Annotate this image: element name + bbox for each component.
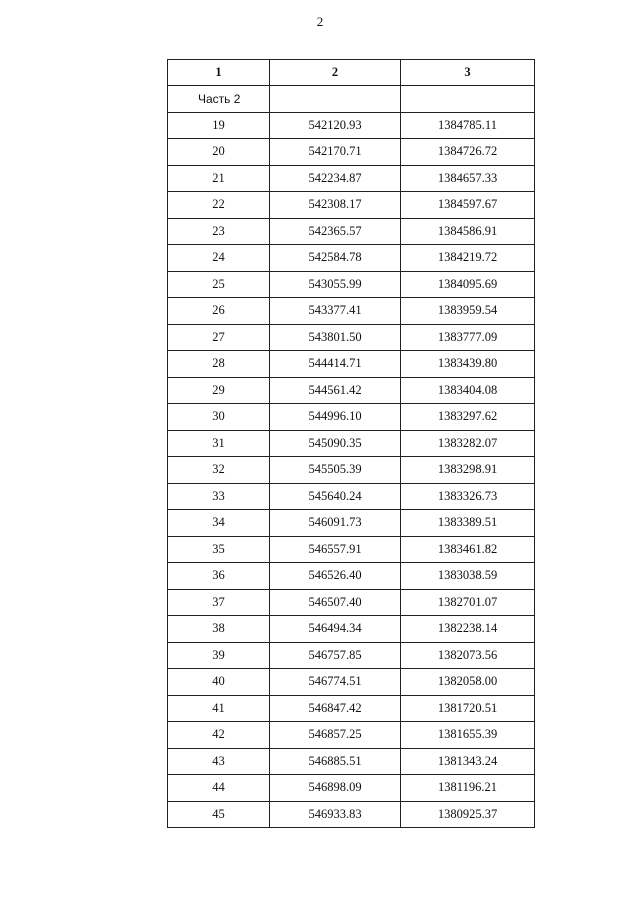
y-coordinate-cell: 1384785.11 (401, 112, 535, 139)
y-coordinate-cell: 1384586.91 (401, 218, 535, 245)
point-number-cell: 32 (168, 457, 270, 484)
table-header-row (168, 60, 535, 86)
page-number: 2 (316, 14, 324, 29)
point-number-cell: 36 (168, 563, 270, 590)
table-row (168, 165, 535, 192)
y-coordinate-cell: 1383326.73 (401, 483, 535, 510)
table-row (168, 536, 535, 563)
y-coordinate-cell: 1381343.24 (401, 748, 535, 775)
table-row (168, 324, 535, 351)
y-coordinate-cell: 1382238.14 (401, 616, 535, 643)
y-coordinate-cell: 1381720.51 (401, 695, 535, 722)
table-row (168, 510, 535, 537)
point-number-cell: 44 (168, 775, 270, 802)
x-coordinate-cell: 544414.71 (270, 351, 401, 378)
x-coordinate-cell: 546885.51 (270, 748, 401, 775)
table-row (168, 695, 535, 722)
x-coordinate-cell: 545505.39 (270, 457, 401, 484)
table-row (168, 404, 535, 431)
x-coordinate-cell: 546507.40 (270, 589, 401, 616)
y-coordinate-cell: 1384726.72 (401, 139, 535, 166)
point-number-cell: 41 (168, 695, 270, 722)
x-coordinate-cell: 546857.25 (270, 722, 401, 749)
table-row (168, 218, 535, 245)
point-number-cell: 23 (168, 218, 270, 245)
point-number-cell: 35 (168, 536, 270, 563)
point-number-cell: 39 (168, 642, 270, 669)
point-number-cell: 28 (168, 351, 270, 378)
y-coordinate-cell: 1383282.07 (401, 430, 535, 457)
point-number-cell: 22 (168, 192, 270, 219)
table-row (168, 642, 535, 669)
table-row (168, 722, 535, 749)
x-coordinate-cell: 545090.35 (270, 430, 401, 457)
point-number-cell: 37 (168, 589, 270, 616)
point-number-cell: 31 (168, 430, 270, 457)
y-coordinate-cell: 1380925.37 (401, 801, 535, 828)
x-coordinate-cell: 546091.73 (270, 510, 401, 537)
point-number-cell: 40 (168, 669, 270, 696)
table-cell (270, 86, 401, 113)
point-number-cell: 38 (168, 616, 270, 643)
point-number-cell: 19 (168, 112, 270, 139)
x-coordinate-cell: 542170.71 (270, 139, 401, 166)
y-coordinate-cell: 1383439.80 (401, 351, 535, 378)
section-label: Часть 2 (168, 86, 270, 113)
x-coordinate-cell: 542234.87 (270, 165, 401, 192)
table-row (168, 139, 535, 166)
table-row (168, 589, 535, 616)
table-row (168, 271, 535, 298)
x-coordinate-cell: 542365.57 (270, 218, 401, 245)
x-coordinate-cell: 546933.83 (270, 801, 401, 828)
y-coordinate-cell: 1384657.33 (401, 165, 535, 192)
x-coordinate-cell: 546774.51 (270, 669, 401, 696)
x-coordinate-cell: 546757.85 (270, 642, 401, 669)
column-header-2: 2 (270, 60, 401, 86)
x-coordinate-cell: 543377.41 (270, 298, 401, 325)
x-coordinate-cell: 543055.99 (270, 271, 401, 298)
column-header-1: 1 (168, 60, 270, 86)
y-coordinate-cell: 1381655.39 (401, 722, 535, 749)
table-row (168, 351, 535, 378)
y-coordinate-cell: 1383038.59 (401, 563, 535, 590)
y-coordinate-cell: 1384095.69 (401, 271, 535, 298)
table-row (168, 616, 535, 643)
column-header-3: 3 (401, 60, 535, 86)
point-number-cell: 45 (168, 801, 270, 828)
table-row (168, 430, 535, 457)
point-number-cell: 33 (168, 483, 270, 510)
x-coordinate-cell: 546898.09 (270, 775, 401, 802)
point-number-cell: 43 (168, 748, 270, 775)
table-row (168, 563, 535, 590)
point-number-cell: 27 (168, 324, 270, 351)
y-coordinate-cell: 1384597.67 (401, 192, 535, 219)
table-row (168, 245, 535, 272)
y-coordinate-cell: 1382701.07 (401, 589, 535, 616)
table-row (168, 669, 535, 696)
y-coordinate-cell: 1383298.91 (401, 457, 535, 484)
point-number-cell: 26 (168, 298, 270, 325)
table-row (168, 298, 535, 325)
y-coordinate-cell: 1381196.21 (401, 775, 535, 802)
table-row (168, 112, 535, 139)
x-coordinate-cell: 542120.93 (270, 112, 401, 139)
y-coordinate-cell: 1383297.62 (401, 404, 535, 431)
table-cell (401, 86, 535, 113)
section-row (168, 86, 535, 113)
x-coordinate-cell: 546526.40 (270, 563, 401, 590)
x-coordinate-cell: 546494.34 (270, 616, 401, 643)
x-coordinate-cell: 544561.42 (270, 377, 401, 404)
table-row (168, 748, 535, 775)
y-coordinate-cell: 1383959.54 (401, 298, 535, 325)
table-row (168, 483, 535, 510)
point-number-cell: 42 (168, 722, 270, 749)
table-row (168, 192, 535, 219)
x-coordinate-cell: 542308.17 (270, 192, 401, 219)
point-number-cell: 34 (168, 510, 270, 537)
y-coordinate-cell: 1382073.56 (401, 642, 535, 669)
point-number-cell: 29 (168, 377, 270, 404)
coordinates-table (167, 59, 535, 828)
x-coordinate-cell: 546557.91 (270, 536, 401, 563)
point-number-cell: 24 (168, 245, 270, 272)
x-coordinate-cell: 542584.78 (270, 245, 401, 272)
y-coordinate-cell: 1383777.09 (401, 324, 535, 351)
table-row (168, 775, 535, 802)
table-body (168, 86, 535, 828)
table-row (168, 457, 535, 484)
y-coordinate-cell: 1384219.72 (401, 245, 535, 272)
table-row (168, 801, 535, 828)
y-coordinate-cell: 1383461.82 (401, 536, 535, 563)
x-coordinate-cell: 544996.10 (270, 404, 401, 431)
point-number-cell: 25 (168, 271, 270, 298)
x-coordinate-cell: 546847.42 (270, 695, 401, 722)
table-row (168, 377, 535, 404)
point-number-cell: 21 (168, 165, 270, 192)
point-number-cell: 30 (168, 404, 270, 431)
y-coordinate-cell: 1383389.51 (401, 510, 535, 537)
y-coordinate-cell: 1382058.00 (401, 669, 535, 696)
point-number-cell: 20 (168, 139, 270, 166)
x-coordinate-cell: 543801.50 (270, 324, 401, 351)
x-coordinate-cell: 545640.24 (270, 483, 401, 510)
y-coordinate-cell: 1383404.08 (401, 377, 535, 404)
